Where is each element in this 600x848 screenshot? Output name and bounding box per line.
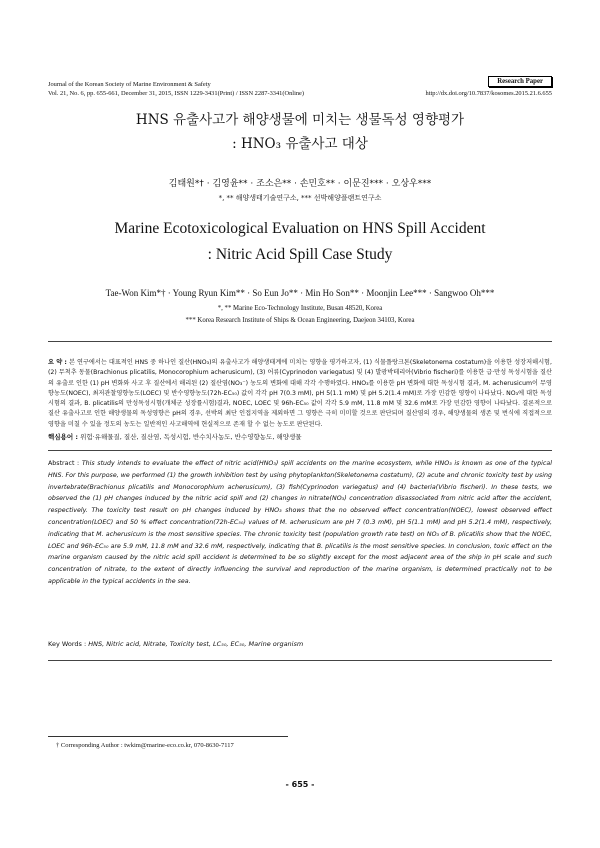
abstract-korean-text: 본 연구에서는 대표적인 HNS 중 하나인 질산(HNO₃)의 유출사고가 해양생태계에 미치는 영향을 평가하고자, (1) 식물플랑크톤(Skeletonema costatum)을 이용한 성장저해시험, (2) 무척추 동물(Brachionus plicatilis, Monocorophium acherusicum), (3) 어류(Cyprinodon variegatus) 및 (4) 발광박테리아(Vibrio fischeri)를 이용한 급·만성 독성시험을 질산의 유출로 인한 (1) pH 변화와 사고 후 질산에서 해리된 (2) 질산염(NO₃⁻) 농도의 변화에 대해 각각 수행하였다. HNO₃를 이용한 pH 변화에 대한 독성시험 결과, M. acherusicum이 무영향농도(NOEC), 최저관찰영향농도(LOEC) 및 반수영향농도(72h-EC₅₀) 값이 각각 pH 7(0.3 mM), pH 5(1.1 mM) 및 pH 5.2(1.4 mM)로 가장 민감한 영향이 나타났다. NO₃에 대한 독성시험의 결과, B. plicatilis의 만성독성시험(개체군 성장률시험)결과, NOEC, LOEC 및 96h-EC₅₀ 값이 각각 5.9 mM, 11.8 mM 및 32.6 mM로 가장 민감한 영향이 나타났다. 결론적으로 질산 유출사고로 인한 해양생물의 독성영향은 pH의 경우, 선박의 최단 인접지역을 제외하면 그 영향은 극히 미미할 것으로 판단되며 질산염의 경우, 해양생물의 생존 및 번식에 직접적으로 영향을 미칠 수 있을 정도의 농도는 일반적인 사고해역에 현실적으로 존재 할 수 없는 농도로 판단된다.: [48, 359, 552, 428]
affiliations-english-line2: *** Korea Research Institute of Ships & Ocean Engineering, Daejeon 34103, Korea: [185, 317, 415, 324]
section-divider: [48, 450, 552, 451]
authors-english: Tae-Won Kim*† · Young Ryun Kim** · So Eun Jo** · Min Ho Son** · Moonjin Lee*** · Sangwoo Oh***: [105, 288, 495, 298]
keywords-english-text: HNS, Nitric acid, Nitrate, Toxicity test, LC₅₀, EC₅₀, Marine organism: [88, 640, 304, 648]
title-english-line2: : Nitric Acid Spill Case Study: [207, 246, 393, 263]
page-number: - 655 -: [285, 780, 315, 789]
abstract-english-text: This study intends to evaluate the effect of nitric acid(HNO₃) spill accidents on the marine ecosystem, while HNO₃ is known as one of the typical HNS. For this purpose, we performed (1) the growth inhibition test by using phytoplankton(Skeletonema costatum), (2) acute and chronic toxicity test by using invertebrate(Brachionus plicatilis and Monocorophium acherusicum), (3) fish(Cyprinodon variegatus) and (4) bacteria(Vibrio fischeri). In these tests, we observed the (1) pH changes induced by the nitric acid spill and (2) changes in nitrate(NO₃) concentration disassociated from nitric acid after the accident, respectively. The toxicity test result on pH changes induced by HNO₃ shows that the no observed effect concentration(NOEC), lowest observed effect concentration(LOEC) and 50 % effect concentration(72h-EC₅₀) values of M. acherusicum are pH 7 (0.3 mM), pH 5(1.1 mM) and pH 5.2(1.4 mM), respectively, indicating that M. acherusicum is the most sensitive species. The chronic toxicity test (population growth rate test) on NO₃ of B. plicatilis show that the NOEC, LOEC and 96h-EC₅₀ are 5.9 mM, 11.8 mM and 32.6 mM, respectively, indicating that B. plicatilis is the most sensitive species. In conclusion, toxic effect on the marine organism caused by the nitric acid spill accident is determined to be so slightly except for the most adjacent area of the ship in pH scale and such concentration of nitrate, to the extent of directly influencing the survival and reproduction of the marine organism, is determined practically not to be applicable in the typical accidents in the sea.: [48, 460, 552, 585]
authors-korean: 김태원*† · 김영윤** · 조소은** · 손민호** · 이문진*** · 오상우***: [168, 179, 432, 189]
journal-volume-info: Vol. 21, No. 6, pp. 655-661, December 31, 2015, ISSN 1229-3431(Print) / ISSN 2287-3341(Online): [48, 90, 305, 97]
keywords-korean-label: 핵심용어 :: [48, 433, 78, 441]
footnote-divider: [48, 736, 288, 737]
title-english-line1: Marine Ecotoxicological Evaluation on HNS Spill Accident: [114, 220, 486, 237]
keywords-english-label: Key Words :: [48, 640, 87, 648]
section-divider: [48, 341, 552, 342]
abstract-korean-label: 요 약 :: [48, 359, 67, 366]
title-korean-line1: HNS 유출사고가 해양생물에 미치는 생물독성 영향평가: [135, 112, 465, 128]
abstract-english: [48, 458, 552, 588]
article-type-badge: Research Paper: [488, 76, 552, 87]
corresponding-author-footnote: † Corresponding Author : twkim@marine-eco.co.kr, 070-8630-7117: [56, 742, 234, 749]
journal-name: Journal of the Korean Society of Marine Environment & Safety: [48, 81, 211, 88]
title-korean-line2: : HNO₃ 유출사고 대상: [232, 136, 368, 152]
keywords-korean: [48, 432, 302, 441]
doi-link[interactable]: http://dx.doi.org/10.7837/kosomes.2015.21.6.655: [425, 90, 552, 97]
section-divider: [48, 660, 552, 661]
abstract-english-label: Abstract :: [48, 460, 80, 467]
affiliations-korean: *, ** 해양생태기술연구소, *** 선박해양플랜트연구소: [218, 194, 382, 202]
affiliations-english-line1: *, ** Marine Eco-Technology Institute, Busan 48520, Korea: [217, 305, 383, 312]
keywords-english: [48, 640, 303, 648]
keywords-korean-text: 위험·유해물질, 질산, 질산염, 독성시험, 반수치사농도, 반수영향농도, 해양생물: [80, 433, 302, 441]
abstract-korean: [48, 358, 552, 430]
